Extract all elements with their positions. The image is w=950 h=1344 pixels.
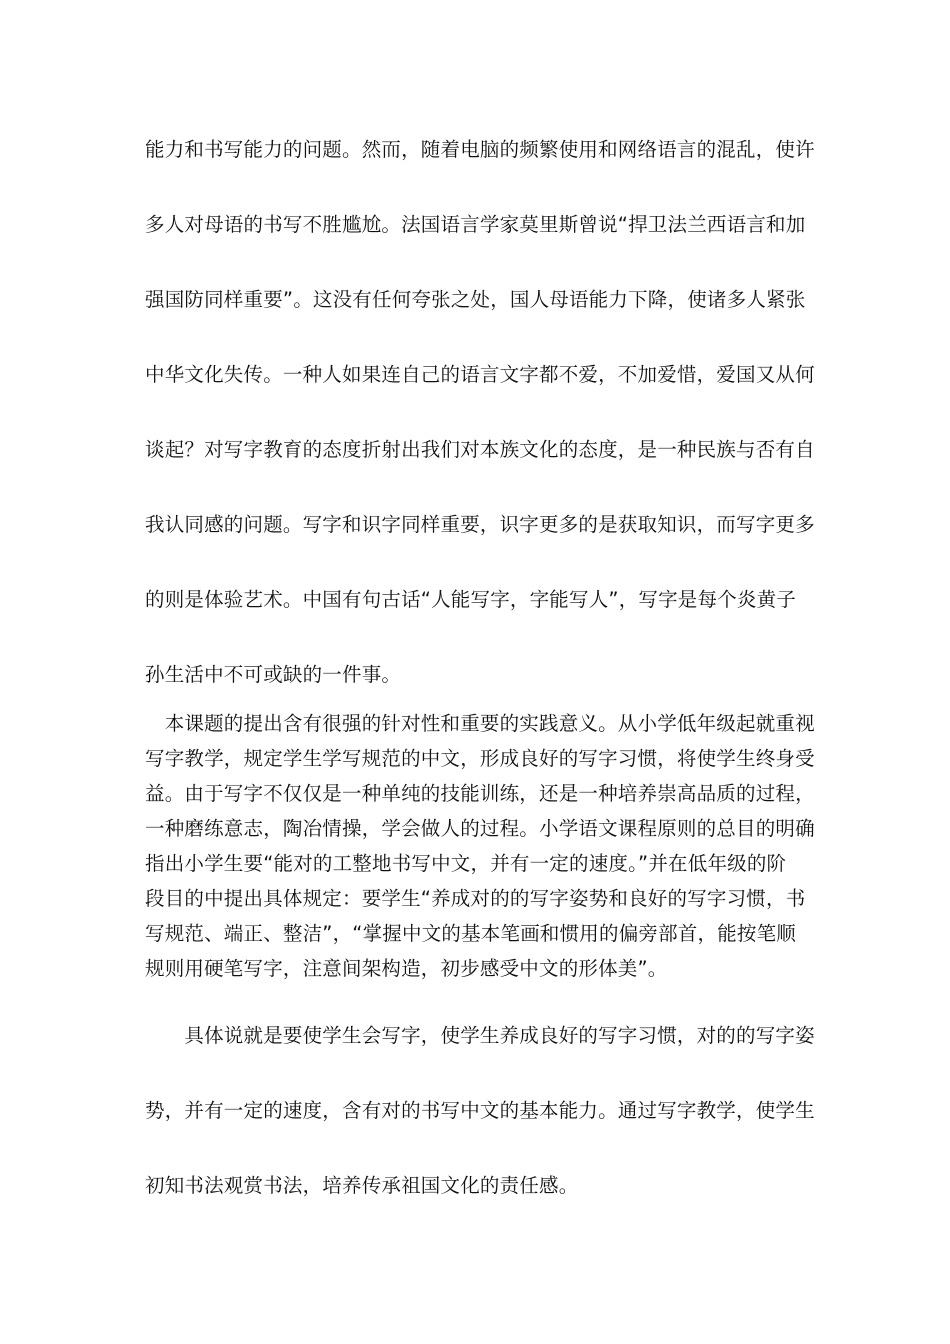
text-line: 我认同感的问题。写字和识字同样重要，识字更多的是获取知识，而写字更多 xyxy=(145,513,815,536)
text-line: 指出小学生要“能对的工整地书写中文，并有一定的速度。”并在低年级的阶 xyxy=(145,852,787,875)
text-line: 写字教学，规定学生学写规范的中文，形成良好的写字习惯，将使学生终身受 xyxy=(145,747,815,770)
text-line: 孙生活中不可或缺的一件事。 xyxy=(145,663,402,686)
text-line: 势，并有一定的速度，含有对的书写中文的基本能力。通过写字教学，使学生 xyxy=(145,1099,815,1122)
text-line: 中华文化失传。一种人如果连自己的语言文字都不爱，不加爱惜，爱国又从何 xyxy=(145,363,815,386)
text-line: 一种磨练意志，陶冶情操，学会做人的过程。小学语文课程原则的总目的明确 xyxy=(145,817,815,840)
text-line: 写规范、端正、整洁”，“掌握中文的基本笔画和惯用的偏旁部首，能按笔顺 xyxy=(145,922,797,945)
text-line: 能力和书写能力的问题。然而，随着电脑的频繁使用和网络语言的混乱，使许 xyxy=(145,138,815,161)
text-line: 规则用硬笔写字，注意间架构造，初步感受中文的形体美”。 xyxy=(145,957,668,980)
text-line: 强国防同样重要”。这没有任何夸张之处，国人母语能力下降，使诸多人紧张 xyxy=(145,288,806,311)
text-line: 本课题的提出含有很强的针对性和重要的实践意义。从小学低年级起就重视 xyxy=(145,712,815,735)
text-line: 具体说就是要使学生会写字，使学生养成良好的写字习惯，对的的写字姿 xyxy=(145,1024,815,1047)
text-line: 的则是体验艺术。中国有句古话“人能写字，字能写人”，写字是每个炎黄子 xyxy=(145,588,797,611)
text-line: 段目的中提出具体规定：要学生“养成对的的写字姿势和良好的写字习惯，书 xyxy=(145,887,806,910)
text-line: 初知书法观赏书法，培养传承祖国文化的责任感。 xyxy=(145,1174,579,1197)
text-line: 益。由于写字不仅仅是一种单纯的技能训练，还是一种培养崇高品质的过程， xyxy=(145,782,815,805)
text-line: 多人对母语的书写不胜尴尬。法国语言学家莫里斯曾说“捍卫法兰西语言和加 xyxy=(145,213,806,236)
text-line: 谈起？对写字教育的态度折射出我们对本族文化的态度，是一种民族与否有自 xyxy=(145,438,815,461)
